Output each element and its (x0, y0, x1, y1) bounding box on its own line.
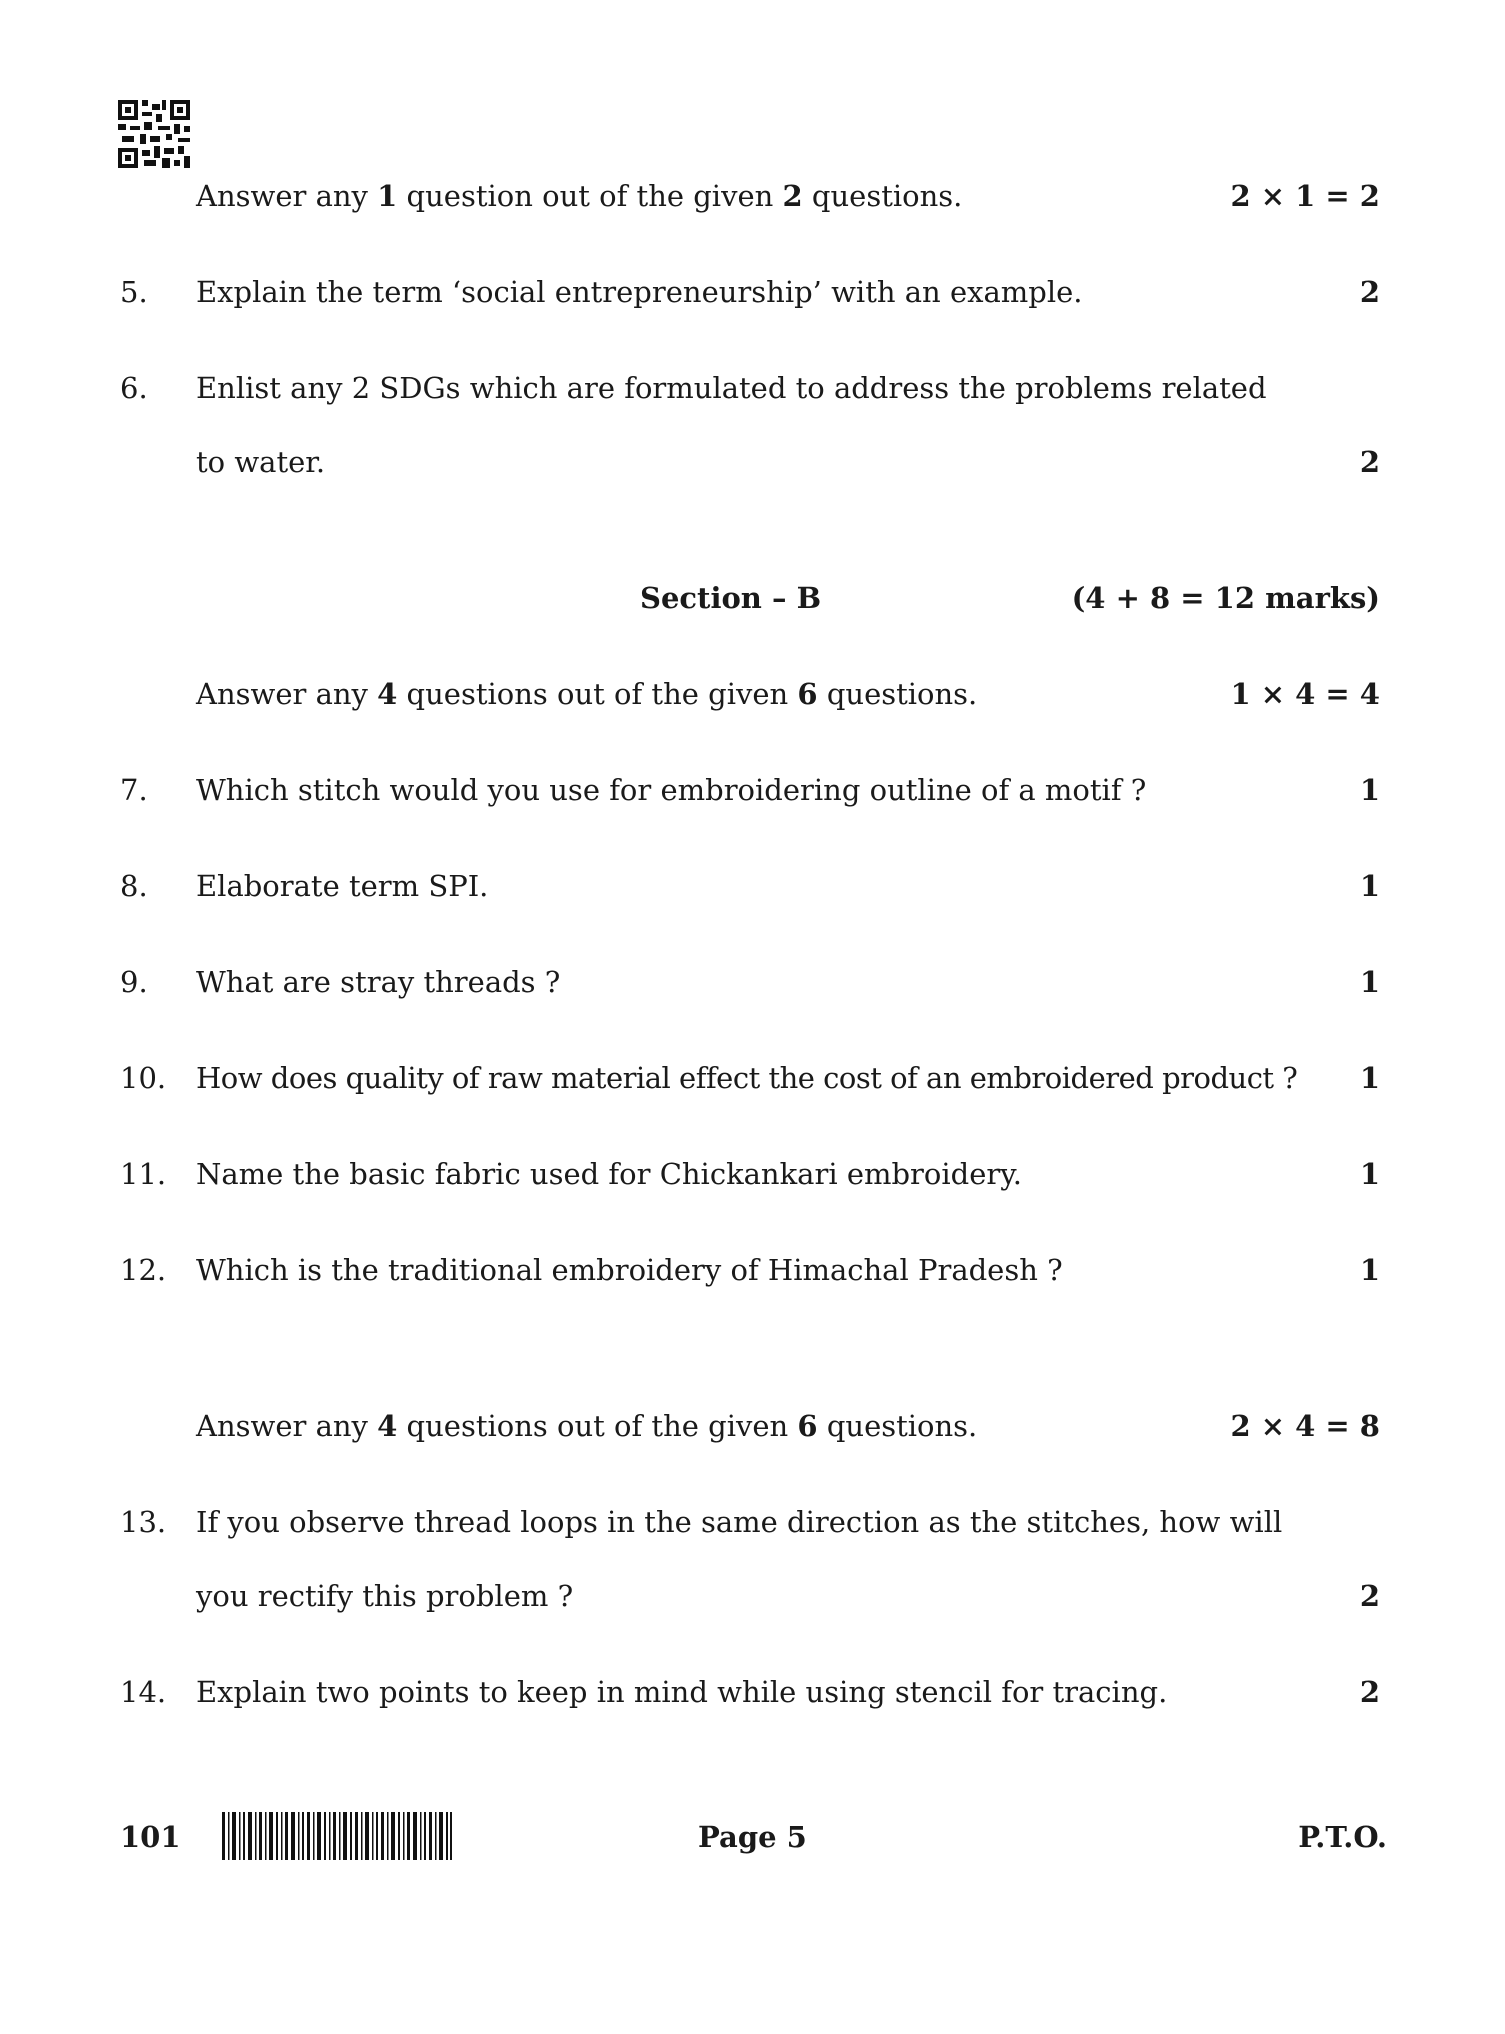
question-text: Explain two points to keep in mind while using stencil for tracing. (196, 1675, 1168, 1709)
question-number: 13. (120, 1505, 167, 1539)
question-marks: 2 (1359, 275, 1380, 309)
instruction-line (0, 669, 1505, 719)
instruction-text: Answer any 4 questions out of the given 6 questions. (196, 1409, 978, 1443)
question-continuation (0, 437, 1505, 487)
section-marks: (4 + 8 = 12 marks) (1071, 581, 1380, 615)
question-marks: 1 (1359, 1157, 1380, 1191)
question-text: If you observe thread loops in the same direction as the stitches, how will (196, 1505, 1283, 1539)
question-marks: 2 (1359, 1675, 1380, 1709)
question-item (0, 861, 1505, 911)
question-number: 7. (120, 773, 148, 807)
qr-code-icon (118, 100, 190, 168)
question-item (0, 1245, 1505, 1295)
question-number: 14. (120, 1675, 167, 1709)
question-number: 10. (120, 1061, 167, 1095)
question-item (0, 267, 1505, 317)
instruction-marks: 2 × 4 = 8 (1230, 1409, 1380, 1443)
instruction-text: Answer any 1 question out of the given 2 questions. (196, 179, 963, 213)
question-text: Name the basic fabric used for Chickankari embroidery. (196, 1157, 1022, 1191)
question-marks: 1 (1359, 1061, 1380, 1095)
question-item (0, 1149, 1505, 1199)
question-number: 6. (120, 371, 148, 405)
question-marks: 1 (1359, 773, 1380, 807)
question-number: 8. (120, 869, 148, 903)
instruction-line (0, 1401, 1505, 1451)
section-heading (0, 573, 1505, 623)
question-number: 9. (120, 965, 148, 999)
question-text: Which is the traditional embroidery of Himachal Pradesh ? (196, 1253, 1063, 1287)
question-item (0, 1053, 1505, 1103)
question-marks: 1 (1359, 869, 1380, 903)
question-item (0, 1497, 1505, 1547)
question-text: to water. (196, 445, 326, 479)
question-number: 5. (120, 275, 148, 309)
question-continuation (0, 1571, 1505, 1621)
question-text: How does quality of raw material effect the cost of an embroidered product ? (196, 1061, 1298, 1095)
instruction-marks: 1 × 4 = 4 (1230, 677, 1380, 711)
question-text: you rectify this problem ? (196, 1579, 574, 1613)
instruction-marks: 2 × 1 = 2 (1230, 179, 1380, 213)
question-marks: 2 (1359, 1579, 1380, 1613)
question-marks: 1 (1359, 965, 1380, 999)
question-item (0, 363, 1505, 413)
question-text: Enlist any 2 SDGs which are formulated to address the problems related (196, 371, 1267, 405)
question-number: 11. (120, 1157, 167, 1191)
question-text: What are stray threads ? (196, 965, 561, 999)
question-marks: 1 (1359, 1253, 1380, 1287)
question-marks: 2 (1359, 445, 1380, 479)
paper-code: 101 (120, 1820, 181, 1854)
section-title: Section – B (640, 581, 822, 615)
question-item (0, 957, 1505, 1007)
page-number: Page 5 (698, 1820, 807, 1854)
question-text: Elaborate term SPI. (196, 869, 489, 903)
question-text: Explain the term ‘social entrepreneurship’ with an example. (196, 275, 1083, 309)
barcode-icon (222, 1812, 452, 1860)
question-text: Which stitch would you use for embroidering outline of a motif ? (196, 773, 1147, 807)
instruction-text: Answer any 4 questions out of the given 6 questions. (196, 677, 978, 711)
instruction-line (0, 171, 1505, 221)
pto-label: P.T.O. (1298, 1820, 1387, 1854)
question-item (0, 765, 1505, 815)
question-item (0, 1667, 1505, 1717)
question-number: 12. (120, 1253, 167, 1287)
